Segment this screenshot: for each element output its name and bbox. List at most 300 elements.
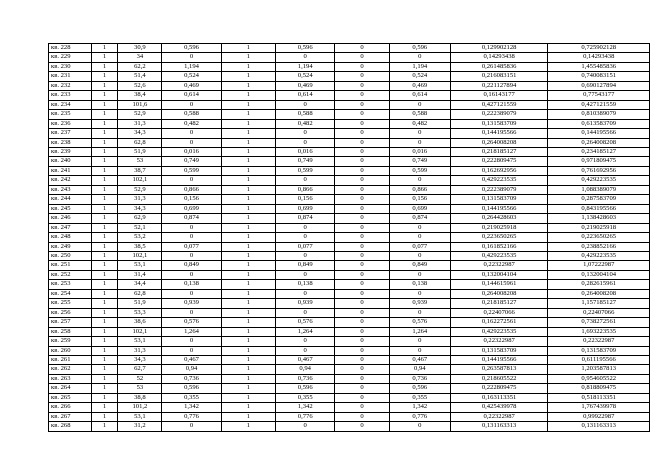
table-cell: 1 [91,327,118,336]
table-cell: 1 [221,412,276,421]
table-cell: 0,263587813 [450,365,548,374]
table-cell: 0 [335,223,390,232]
table-cell: 62,8 [118,289,162,298]
table-cell: 0,22322987 [450,337,548,346]
table-cell: 0 [162,138,221,147]
table-cell: 0,132004104 [450,270,548,279]
table-cell: 0 [335,147,390,156]
table-cell: 0,131163313 [548,422,650,431]
table-cell: 0 [389,251,450,260]
table-cell: 1 [91,289,118,298]
table-cell: 0,016 [276,147,335,156]
table-cell: 1 [91,119,118,128]
table-cell: 51,9 [118,147,162,156]
table-cell: 0,596 [389,384,450,393]
table-row [49,72,650,81]
apartment-number-cell: кв. 255 [49,299,92,308]
table-cell: 0,355 [162,393,221,402]
table-cell: 0 [162,100,221,109]
table-cell: 0,576 [162,318,221,327]
apartment-number-cell: кв. 256 [49,308,92,317]
table-cell: 0,482 [276,119,335,128]
table-cell: 0,429223535 [450,176,548,185]
table-cell: 1 [221,403,276,412]
table-cell: 62,7 [118,365,162,374]
table-cell: 52,1 [118,223,162,232]
apartment-number-cell: кв. 239 [49,147,92,156]
table-cell: 0 [162,337,221,346]
table-cell: 0,144615961 [450,280,548,289]
apartment-number-cell: кв. 260 [49,346,92,355]
table-cell: 0,222809475 [450,384,548,393]
table-cell: 0,849 [276,261,335,270]
table-cell: 0,218185127 [450,299,548,308]
apartment-number-cell: кв. 250 [49,251,92,260]
table-row [49,91,650,100]
table-cell: 0,016 [162,147,221,156]
apartment-number-cell: кв. 244 [49,195,92,204]
table-cell: 0,234185127 [548,147,650,156]
table-row [49,327,650,336]
table-cell: 1 [91,308,118,317]
table-cell: 0,161852166 [450,242,548,251]
table-cell: 1 [221,233,276,242]
table-cell: 0 [335,299,390,308]
apartment-number-cell: кв. 261 [49,355,92,364]
table-cell: 0 [335,166,390,175]
table-cell: 0,776 [389,412,450,421]
table-cell: 0,131583709 [450,346,548,355]
table-row [49,346,650,355]
table-cell: 52,9 [118,185,162,194]
table-row [49,251,650,260]
apartment-number-cell: кв. 243 [49,185,92,194]
table-cell: 1 [91,44,118,53]
table-cell: 0 [389,53,450,62]
apartment-number-cell: кв. 245 [49,204,92,213]
table-cell: 0 [335,393,390,402]
table-cell: 0 [335,53,390,62]
table-cell: 0,163113351 [450,393,548,402]
table-cell: 0 [335,327,390,336]
table-row [49,403,650,412]
table-cell: 0,132004104 [548,270,650,279]
apartment-number-cell: кв. 235 [49,110,92,119]
table-cell: 0 [389,337,450,346]
table-cell: 0,077 [389,242,450,251]
table-cell: 1 [221,251,276,260]
table-cell: 0,939 [162,299,221,308]
table-cell: 31,3 [118,195,162,204]
table-cell: 62,9 [118,214,162,223]
apartment-number-cell: кв. 268 [49,422,92,431]
table-cell: 1 [221,308,276,317]
table-cell: 1 [91,62,118,71]
table-cell: 0,429223535 [450,251,548,260]
table-row [49,242,650,251]
apartment-number-cell: кв. 252 [49,270,92,279]
table-cell: 0,162272561 [450,318,548,327]
table-row [49,374,650,383]
table-cell: 0,740083151 [548,72,650,81]
table-cell: 0 [335,214,390,223]
table-cell: 0 [335,233,390,242]
table-cell: 0,699 [389,204,450,213]
table-row [49,337,650,346]
table-cell: 1 [91,110,118,119]
table-cell: 1 [221,299,276,308]
table-cell: 0,16143177 [450,91,548,100]
table-cell: 0 [335,138,390,147]
table-row [49,166,650,175]
table-cell: 0 [389,100,450,109]
table-row [49,129,650,138]
table-cell: 1 [221,204,276,213]
table-cell: 1 [91,318,118,327]
table-cell: 0,614 [389,91,450,100]
table-cell: 0,264008208 [548,289,650,298]
table-cell: 34,4 [118,280,162,289]
table-cell: 1 [221,166,276,175]
apartment-number-cell: кв. 230 [49,62,92,71]
table-cell: 0,222389079 [450,185,548,194]
table-row [49,422,650,431]
table-cell: 0 [276,346,335,355]
table-cell: 0 [335,318,390,327]
table-cell: 0 [162,289,221,298]
table-cell: 1 [91,195,118,204]
table-cell: 0,954605522 [548,374,650,383]
table-cell: 1,342 [389,403,450,412]
table-cell: 0 [335,62,390,71]
table-cell: 1 [91,299,118,308]
table-cell: 0,221127894 [450,81,548,90]
table-cell: 0 [389,223,450,232]
apartment-number-cell: кв. 266 [49,403,92,412]
table-cell: 0 [389,270,450,279]
apartment-number-cell: кв. 259 [49,337,92,346]
table-cell: 0 [389,176,450,185]
table-row [49,384,650,393]
table-cell: 0 [276,251,335,260]
table-cell: 1 [91,138,118,147]
table-cell: 0,219025918 [450,223,548,232]
table-cell: 1 [221,318,276,327]
table-cell: 1 [221,214,276,223]
apartment-number-cell: кв. 240 [49,157,92,166]
apartment-number-cell: кв. 254 [49,289,92,298]
table-cell: 0,874 [389,214,450,223]
table-cell: 0,156 [276,195,335,204]
table-cell: 0,22322987 [450,261,548,270]
table-cell: 0,131583709 [450,119,548,128]
table-cell: 0 [335,157,390,166]
table-cell: 0,690127894 [548,81,650,90]
apartment-number-cell: кв. 253 [49,280,92,289]
table-cell: 0,218185127 [450,147,548,156]
table-cell: 0 [389,289,450,298]
table-cell: 1,07222987 [548,261,650,270]
table-cell: 0,849 [162,261,221,270]
table-cell: 1 [91,251,118,260]
table-cell: 53,1 [118,337,162,346]
table-cell: 62,2 [118,62,162,71]
table-cell: 1 [221,147,276,156]
table-cell: 0,588 [276,110,335,119]
table-cell: 0,138 [389,280,450,289]
table-row [49,44,650,53]
table-cell: 1 [91,223,118,232]
table-cell: 34,3 [118,355,162,364]
table-cell: 1 [221,327,276,336]
table-cell: 1 [91,185,118,194]
table-cell: 0,223650265 [548,233,650,242]
table-cell: 1,693223535 [548,327,650,336]
table-cell: 1 [221,422,276,431]
table-cell: 0,131163313 [450,422,548,431]
table-cell: 0,22322987 [450,412,548,421]
table-cell: 1 [221,100,276,109]
table-cell: 102,1 [118,176,162,185]
table-cell: 0 [162,270,221,279]
table-cell: 0,216083151 [450,72,548,81]
table-cell: 38,7 [118,166,162,175]
table-cell: 0,138 [162,280,221,289]
table-cell: 1 [221,280,276,289]
table-cell: 0 [335,91,390,100]
data-sheet [48,43,650,432]
table-cell: 0 [276,270,335,279]
table-cell: 0 [162,251,221,260]
table-cell: 1 [91,166,118,175]
table-cell: 0 [335,195,390,204]
table-cell: 0,22322987 [548,337,650,346]
table-cell: 0,156 [162,195,221,204]
table-cell: 0,287583709 [548,195,650,204]
table-row [49,280,650,289]
table-cell: 1 [91,100,118,109]
table-cell: 0 [389,129,450,138]
table-cell: 0,749 [389,157,450,166]
table-cell: 1 [91,384,118,393]
table-cell: 0 [335,242,390,251]
table-cell: 0,874 [162,214,221,223]
table-cell: 1 [91,233,118,242]
table-cell: 53,3 [118,308,162,317]
table-cell: 0,939 [389,299,450,308]
table-row [49,185,650,194]
table-cell: 0,576 [276,318,335,327]
table-cell: 0,264008208 [548,138,650,147]
table-cell: 0 [276,289,335,298]
table-row [49,53,650,62]
table-cell: 101,6 [118,100,162,109]
table-cell: 0,866 [162,185,221,194]
apartment-number-cell: кв. 247 [49,223,92,232]
table-cell: 0 [162,129,221,138]
table-cell: 0,611195566 [548,355,650,364]
table-row [49,270,650,279]
table-cell: 0,429223535 [450,327,548,336]
table-row [49,204,650,213]
table-cell: 1 [221,270,276,279]
table-cell: 0 [162,422,221,431]
table-cell: 0,866 [389,185,450,194]
table-cell: 0,588 [389,110,450,119]
table-cell: 0,222809475 [450,157,548,166]
table-cell: 0,524 [162,72,221,81]
table-cell: 1 [91,157,118,166]
table-cell: 0,355 [389,393,450,402]
table-row [49,100,650,109]
table-cell: 1 [91,270,118,279]
table-cell: 0,162692956 [450,166,548,175]
table-cell: 0 [335,365,390,374]
table-cell: 52 [118,374,162,383]
table-cell: 0,22407066 [548,308,650,317]
table-cell: 1 [221,223,276,232]
table-cell: 0,596 [162,384,221,393]
table-cell: 0,749 [276,157,335,166]
table-row [49,233,650,242]
apartment-number-cell: кв. 251 [49,261,92,270]
table-cell: 1,767439978 [548,403,650,412]
table-cell: 1 [91,72,118,81]
table-cell: 51,9 [118,299,162,308]
table-row [49,176,650,185]
apartment-number-cell: кв. 257 [49,318,92,327]
table-cell: 0,596 [276,44,335,53]
table-cell: 0 [389,233,450,242]
table-cell: 1 [221,346,276,355]
table-cell: 0,614 [276,91,335,100]
table-cell: 0 [276,100,335,109]
table-cell: 0,144195566 [450,204,548,213]
table-cell: 1,194 [389,62,450,71]
table-cell: 1 [221,53,276,62]
table-cell: 1,342 [162,403,221,412]
table-cell: 0 [335,110,390,119]
apartment-number-cell: кв. 258 [49,327,92,336]
table-cell: 1 [221,119,276,128]
table-cell: 0,238852166 [548,242,650,251]
table-row [49,157,650,166]
table-cell: 1 [91,176,118,185]
table-cell: 53,1 [118,412,162,421]
table-cell: 1 [221,185,276,194]
table-cell: 38,8 [118,393,162,402]
apartment-number-cell: кв. 236 [49,119,92,128]
table-cell: 1 [221,72,276,81]
table-cell: 0 [276,308,335,317]
table-cell: 34,3 [118,204,162,213]
table-cell: 31,3 [118,119,162,128]
table-cell: 0,077 [162,242,221,251]
table-cell: 0 [162,53,221,62]
table-cell: 38,6 [118,318,162,327]
table-cell: 0,849 [389,261,450,270]
table-cell: 0,818809475 [548,384,650,393]
table-cell: 0 [335,81,390,90]
table-cell: 0,524 [276,72,335,81]
table-row [49,393,650,402]
table-row [49,365,650,374]
table-cell: 0,843195566 [548,204,650,213]
table-cell: 0,599 [276,166,335,175]
table-cell: 0 [162,308,221,317]
table-cell: 0,144195566 [450,355,548,364]
table-row [49,223,650,232]
table-cell: 53 [118,384,162,393]
table-row [49,261,650,270]
table-cell: 0,599 [389,166,450,175]
table-cell: 53,2 [118,233,162,242]
table-cell: 1,157185127 [548,299,650,308]
table-cell: 53 [118,157,162,166]
table-cell: 1 [91,242,118,251]
table-cell: 30,9 [118,44,162,53]
table-cell: 0 [335,337,390,346]
apartment-number-cell: кв. 232 [49,81,92,90]
table-cell: 0,467 [276,355,335,364]
table-row [49,214,650,223]
table-cell: 1 [91,412,118,421]
table-cell: 38,5 [118,242,162,251]
apartment-number-cell: кв. 264 [49,384,92,393]
table-cell: 0 [335,176,390,185]
table-cell: 1 [221,261,276,270]
table-cell: 1 [91,129,118,138]
table-cell: 1 [221,374,276,383]
table-cell: 0,469 [389,81,450,90]
table-cell: 0,613583709 [548,119,650,128]
table-cell: 0 [276,138,335,147]
table-cell: 0,261485836 [450,62,548,71]
table-cell: 0,576 [389,318,450,327]
table-cell: 0,14293438 [450,53,548,62]
table-cell: 1,194 [276,62,335,71]
apartment-number-cell: кв. 238 [49,138,92,147]
table-cell: 0,518113351 [548,393,650,402]
table-cell: 1 [91,403,118,412]
table-cell: 0,736 [389,374,450,383]
table-cell: 0 [335,355,390,364]
table-cell: 1,194 [162,62,221,71]
table-cell: 0 [389,138,450,147]
table-cell: 0,596 [389,44,450,53]
table-cell: 0,99922987 [548,412,650,421]
table-cell: 0 [162,176,221,185]
table-cell: 51,4 [118,72,162,81]
table-row [49,110,650,119]
table-cell: 52,9 [118,110,162,119]
table-cell: 1,342 [276,403,335,412]
table-cell: 0,156 [389,195,450,204]
table-cell: 0,077 [276,242,335,251]
table-cell: 0,219025918 [548,223,650,232]
table-cell: 0,138 [276,280,335,289]
table-cell: 0 [335,422,390,431]
table-cell: 1 [91,374,118,383]
table-cell: 0 [335,119,390,128]
table-row [49,62,650,71]
table-cell: 0 [335,412,390,421]
table-cell: 0,22407066 [450,308,548,317]
apartment-number-cell: кв. 249 [49,242,92,251]
table-cell: 1 [91,365,118,374]
table-row [49,138,650,147]
table-row [49,355,650,364]
